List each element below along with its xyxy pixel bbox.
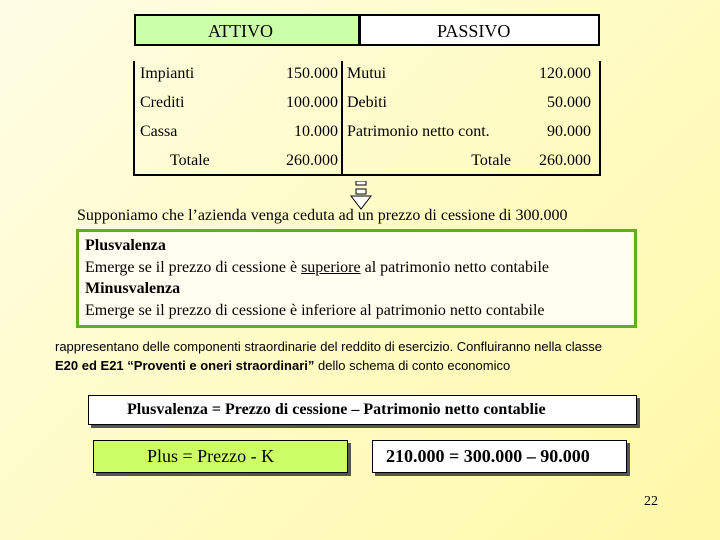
note-line-2 bbox=[55, 358, 510, 373]
numeric-formula-box: 210.000 = 300.000 – 90.000 bbox=[372, 440, 627, 473]
liability-value: 50.000 bbox=[547, 94, 591, 111]
table-bottom-border bbox=[133, 174, 601, 176]
page-number: 22 bbox=[644, 494, 658, 509]
plusvalenza-keyword: superiore bbox=[301, 259, 361, 276]
asset-value: 10.000 bbox=[294, 123, 338, 140]
plusvalenza-text-end: al patrimonio netto contabile bbox=[360, 259, 549, 276]
liability-value: 90.000 bbox=[547, 123, 591, 140]
liability-label: Patrimonio netto cont. bbox=[347, 123, 490, 140]
supposition-text: Supponiamo che l’azienda venga ceduta ad un prezzo di cessione di 300.000 bbox=[77, 207, 568, 224]
note-line-2-rest: dello schema di conto economico bbox=[314, 358, 511, 373]
asset-label: Cassa bbox=[140, 123, 178, 140]
balance-sheet-table bbox=[133, 61, 601, 176]
plusvalenza-definition bbox=[85, 259, 549, 277]
minusvalenza-title: Minusvalenza bbox=[85, 280, 181, 297]
plusvalenza-formula-box: Plusvalenza = Prezzo di cessione – Patrimonio netto contablie bbox=[88, 395, 637, 425]
note-line-1: rappresentano delle componenti straordinarie del reddito di esercizio. Confluiranno nella classe bbox=[55, 339, 603, 354]
table-left-border bbox=[133, 61, 135, 176]
asset-total-value: 260.000 bbox=[286, 152, 338, 169]
minusvalenza-definition: Emerge se il prezzo di cessione è inferiore al patrimonio netto contabile bbox=[85, 302, 545, 319]
plusvalenza-title: Plusvalenza bbox=[85, 237, 166, 254]
asset-total-label: Totale bbox=[170, 152, 210, 169]
liability-value: 120.000 bbox=[539, 65, 591, 82]
liability-total-label: Totale bbox=[471, 152, 511, 169]
plusvalenza-text-start: Emerge se il prezzo di cessione è bbox=[85, 259, 302, 276]
asset-label: Impianti bbox=[140, 65, 195, 82]
attivo-header: ATTIVO bbox=[134, 14, 360, 46]
asset-value: 150.000 bbox=[286, 65, 338, 82]
table-right-border bbox=[599, 61, 601, 176]
liability-label: Mutui bbox=[347, 65, 387, 82]
asset-value: 100.000 bbox=[286, 94, 338, 111]
table-middle-border bbox=[341, 61, 343, 176]
plus-formula-box: Plus = Prezzo - K bbox=[93, 440, 348, 473]
liability-total-value: 260.000 bbox=[539, 152, 591, 169]
plus-minus-definition-box bbox=[76, 229, 637, 328]
asset-label: Crediti bbox=[140, 94, 185, 111]
note-class-reference: E20 ed E21 “Proventi e oneri straordinari” bbox=[55, 358, 315, 373]
liability-label: Debiti bbox=[347, 94, 387, 111]
passivo-header: PASSIVO bbox=[359, 14, 600, 46]
